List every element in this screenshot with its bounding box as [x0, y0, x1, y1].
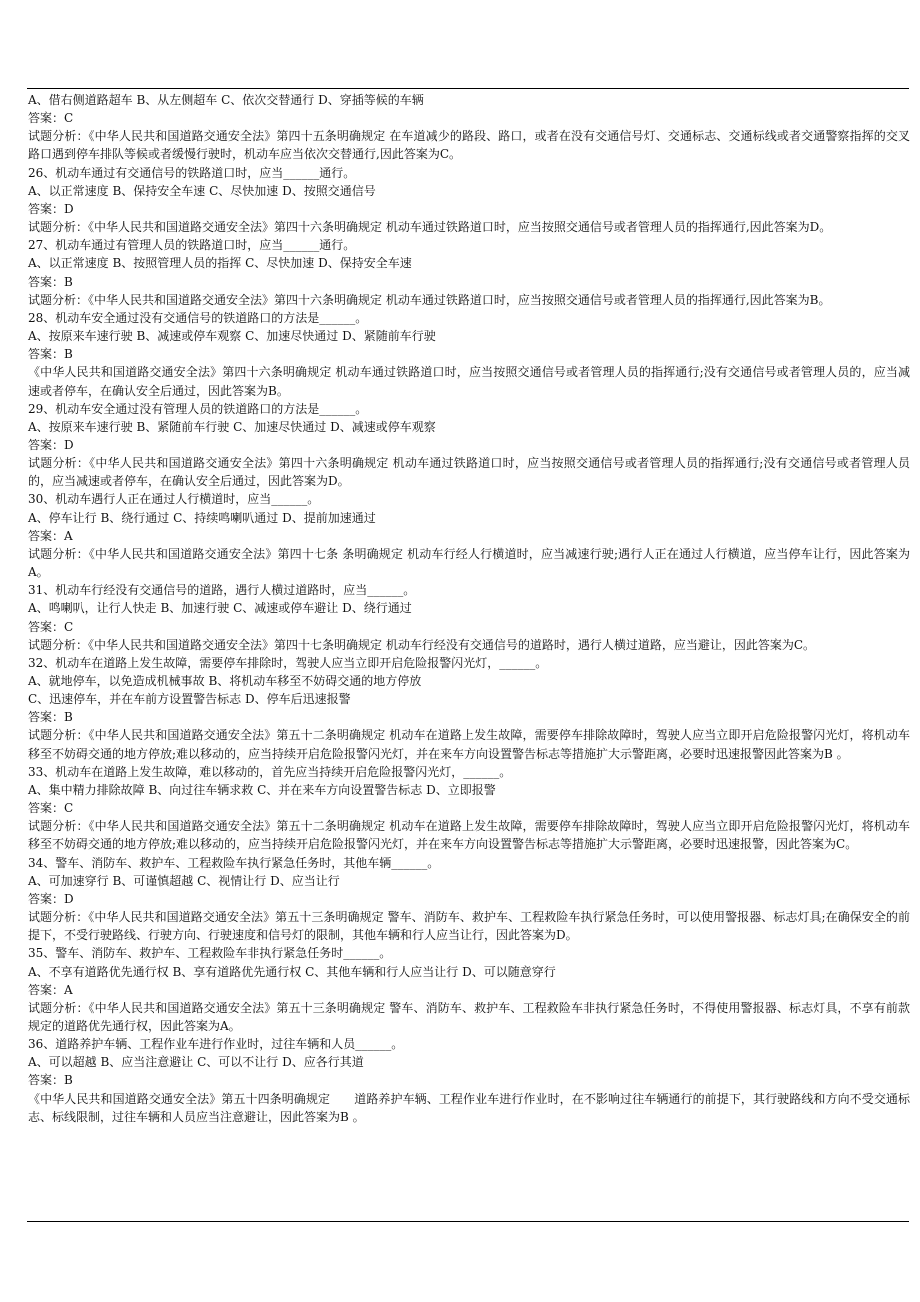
- answer-line: 答案：C: [28, 619, 74, 634]
- option-line: A、不享有道路优先通行权 B、享有道路优先通行权 C、其他车辆和行人应当让行 D、可以随意穿行: [28, 964, 556, 979]
- answer-line: 答案：B: [28, 347, 73, 362]
- answer-line: 答案：D: [28, 437, 74, 452]
- answer-line: 答案：A: [28, 528, 73, 543]
- analysis-paragraph: 试题分析：《中华人民共和国道路交通安全法》第四十六条明确规定 机动车通过铁路道口时，应当按照交通信号或者管理人员的指挥通行,因此答案为D。: [28, 220, 832, 235]
- answer-line: 答案：C: [28, 801, 74, 816]
- analysis-paragraph: 试题分析：《中华人民共和国道路交通安全法》第五十二条明确规定 机动车在道路上发生故障，需要停车排除故障时，驾驶人应当立即开启危险报警闪光灯，将机动车移至不妨碍交通的地方停放;难以移动的，应当持续开启危险报警闪光灯，并在来车方向设置警告标志等措施扩大示警距离，必要时迅速报警因此答案为B 。: [28, 728, 910, 761]
- analysis-paragraph: 试题分析：《中华人民共和国道路交通安全法》第四十五条明确规定 在车道减少的路段、路口，或者在没有交通信号灯、交通标志、交通标线或者交通警察指挥的交叉路口遇到停车排队等候或者缓慢行驶时，机动车应当依次交替通行,因此答案为C。: [28, 129, 910, 162]
- analysis-paragraph: 试题分析：《中华人民共和国道路交通安全法》第四十六条明确规定 机动车通过铁路道口时，应当按照交通信号或者管理人员的指挥通行;没有交通信号或者管理人员的，应当减速或者停车，在确认安全后通过，因此答案为D。: [28, 456, 910, 489]
- answer-line: 答案：B: [28, 274, 73, 289]
- question-line: 34、警车、消防车、救护车、工程救险车执行紧急任务时，其他车辆______。: [28, 855, 440, 870]
- answer-line: 答案：D: [28, 201, 74, 216]
- option-line: A、停车让行 B、绕行通过 C、持续鸣喇叭通过 D、提前加速通过: [28, 510, 376, 525]
- question-line: 32、机动车在道路上发生故障，需要停车排除时，驾驶人应当立即开启危险报警闪光灯，______。: [28, 655, 548, 670]
- analysis-paragraph: 试题分析：《中华人民共和国道路交通安全法》第四十七条 条明确规定 机动车行经人行横道时，应当减速行驶;遇行人正在通过人行横道，应当停车让行，因此答案为A。: [28, 546, 910, 580]
- answer-line: 答案：A: [28, 982, 73, 997]
- document-body: [28, 91, 910, 1126]
- option-line: A、可加速穿行 B、可谨慎超越 C、视情让行 D、应当让行: [28, 873, 340, 888]
- top-rule: [27, 88, 909, 89]
- question-line: 26、机动车通过有交通信号的铁路道口时，应当______通行。: [28, 165, 356, 180]
- answer-line: 答案：B: [28, 1073, 73, 1088]
- answer-line: 答案：D: [28, 891, 74, 906]
- analysis-paragraph: 试题分析：《中华人民共和国道路交通安全法》第五十三条明确规定 警车、消防车、救护车、工程救险车执行紧急任务时，可以使用警报器、标志灯具;在确保安全的前提下，不受行驶路线、行驶方向、行驶速度和信号灯的限制，其他车辆和行人应当让行，因此答案为D。: [28, 910, 910, 943]
- question-line: 31、机动车行经没有交通信号的道路，遇行人横过道路时，应当______。: [28, 583, 416, 598]
- analysis-paragraph: 《中华人民共和国道路交通安全法》第四十六条明确规定 机动车通过铁路道口时，应当按照交通信号或者管理人员的指挥通行;没有交通信号或者管理人员的，应当减速或者停车，在确认安全后通过，因此答案为B。: [28, 365, 910, 398]
- question-line: 28、机动车安全通过没有交通信号的铁道路口的方法是______。: [28, 310, 368, 325]
- question-line: 27、机动车通过有管理人员的铁路道口时，应当______通行。: [28, 238, 356, 253]
- option-line: A、就地停车，以免造成机械事故 B、将机动车移至不妨碍交通的地方停放: [28, 674, 422, 688]
- option-line: A、鸣喇叭，让行人快走 B、加速行驶 C、减速或停车避让 D、绕行通过: [28, 601, 412, 616]
- bottom-rule: [27, 1221, 909, 1222]
- analysis-paragraph: 试题分析：《中华人民共和国道路交通安全法》第四十六条明确规定 机动车通过铁路道口时，应当按照交通信号或者管理人员的指挥通行,因此答案为B。: [28, 292, 831, 307]
- question-line: 35、警车、消防车、救护车、工程救险车非执行紧急任务时______。: [28, 946, 392, 961]
- question-line: 29、机动车安全通过没有管理人员的铁道路口的方法是______。: [28, 401, 368, 416]
- analysis-paragraph: 试题分析：《中华人民共和国道路交通安全法》第四十七条明确规定 机动车行经没有交通信号的道路时，遇行人横过道路，应当避让，因此答案为C。: [28, 637, 816, 652]
- question-line: 33、机动车在道路上发生故障，难以移动的，首先应当持续开启危险报警闪光灯，______。: [28, 764, 512, 779]
- option-line: C、迅速停车，并在车前方设置警告标志 D、停车后迅速报警: [28, 692, 351, 707]
- option-line: A、按原来车速行驶 B、减速或停车观察 C、加速尽快通过 D、紧随前车行驶: [28, 329, 436, 344]
- option-line: A、集中精力排除故障 B、向过往车辆求救 C、并在来车方向设置警告标志 D、立即报警: [28, 782, 496, 797]
- option-line: A、借右侧道路超车 B、从左侧超车 C、依次交替通行 D、穿插等候的车辆: [28, 93, 424, 107]
- question-line: 36、道路养护车辆、工程作业车进行作业时，过往车辆和人员______。: [28, 1037, 404, 1052]
- option-line: A、以正常速度 B、按照管理人员的指挥 C、尽快加速 D、保持安全车速: [28, 256, 412, 271]
- option-line: A、按原来车速行驶 B、紧随前车行驶 C、加速尽快通过 D、减速或停车观察: [28, 419, 436, 434]
- answer-line: 答案：C: [28, 111, 74, 126]
- analysis-paragraph: 《中华人民共和国道路交通安全法》第五十四条明确规定 道路养护车辆、工程作业车进行作业时，在不影响过往车辆通行的前提下，其行驶路线和方向不受交通标志、标线限制，过往车辆和人员应当注意避让，因此答案为B 。: [28, 1091, 910, 1124]
- analysis-paragraph: 试题分析：《中华人民共和国道路交通安全法》第五十二条明确规定 机动车在道路上发生故障，需要停车排除故障时，驾驶人应当立即开启危险报警闪光灯，将机动车移至不妨碍交通的地方停放;难以移动的，应当持续开启危险报警闪光灯，并在来车方向设置警告标志等措施扩大示警距离，必要时迅速报警，因此答案为C。: [28, 819, 910, 852]
- answer-line: 答案：B: [28, 710, 73, 725]
- question-line: 30、机动车遇行人正在通过人行横道时，应当______。: [28, 492, 320, 507]
- analysis-paragraph: 试题分析：《中华人民共和国道路交通安全法》第五十三条明确规定 警车、消防车、救护车、工程救险车非执行紧急任务时，不得使用警报器、标志灯具，不享有前款规定的道路优先通行权，因此答案为A。: [28, 1000, 910, 1033]
- option-line: A、以正常速度 B、保持安全车速 C、尽快加速 D、按照交通信号: [28, 183, 376, 198]
- option-line: A、可以超越 B、应当注意避让 C、可以不让行 D、应各行其道: [28, 1055, 364, 1070]
